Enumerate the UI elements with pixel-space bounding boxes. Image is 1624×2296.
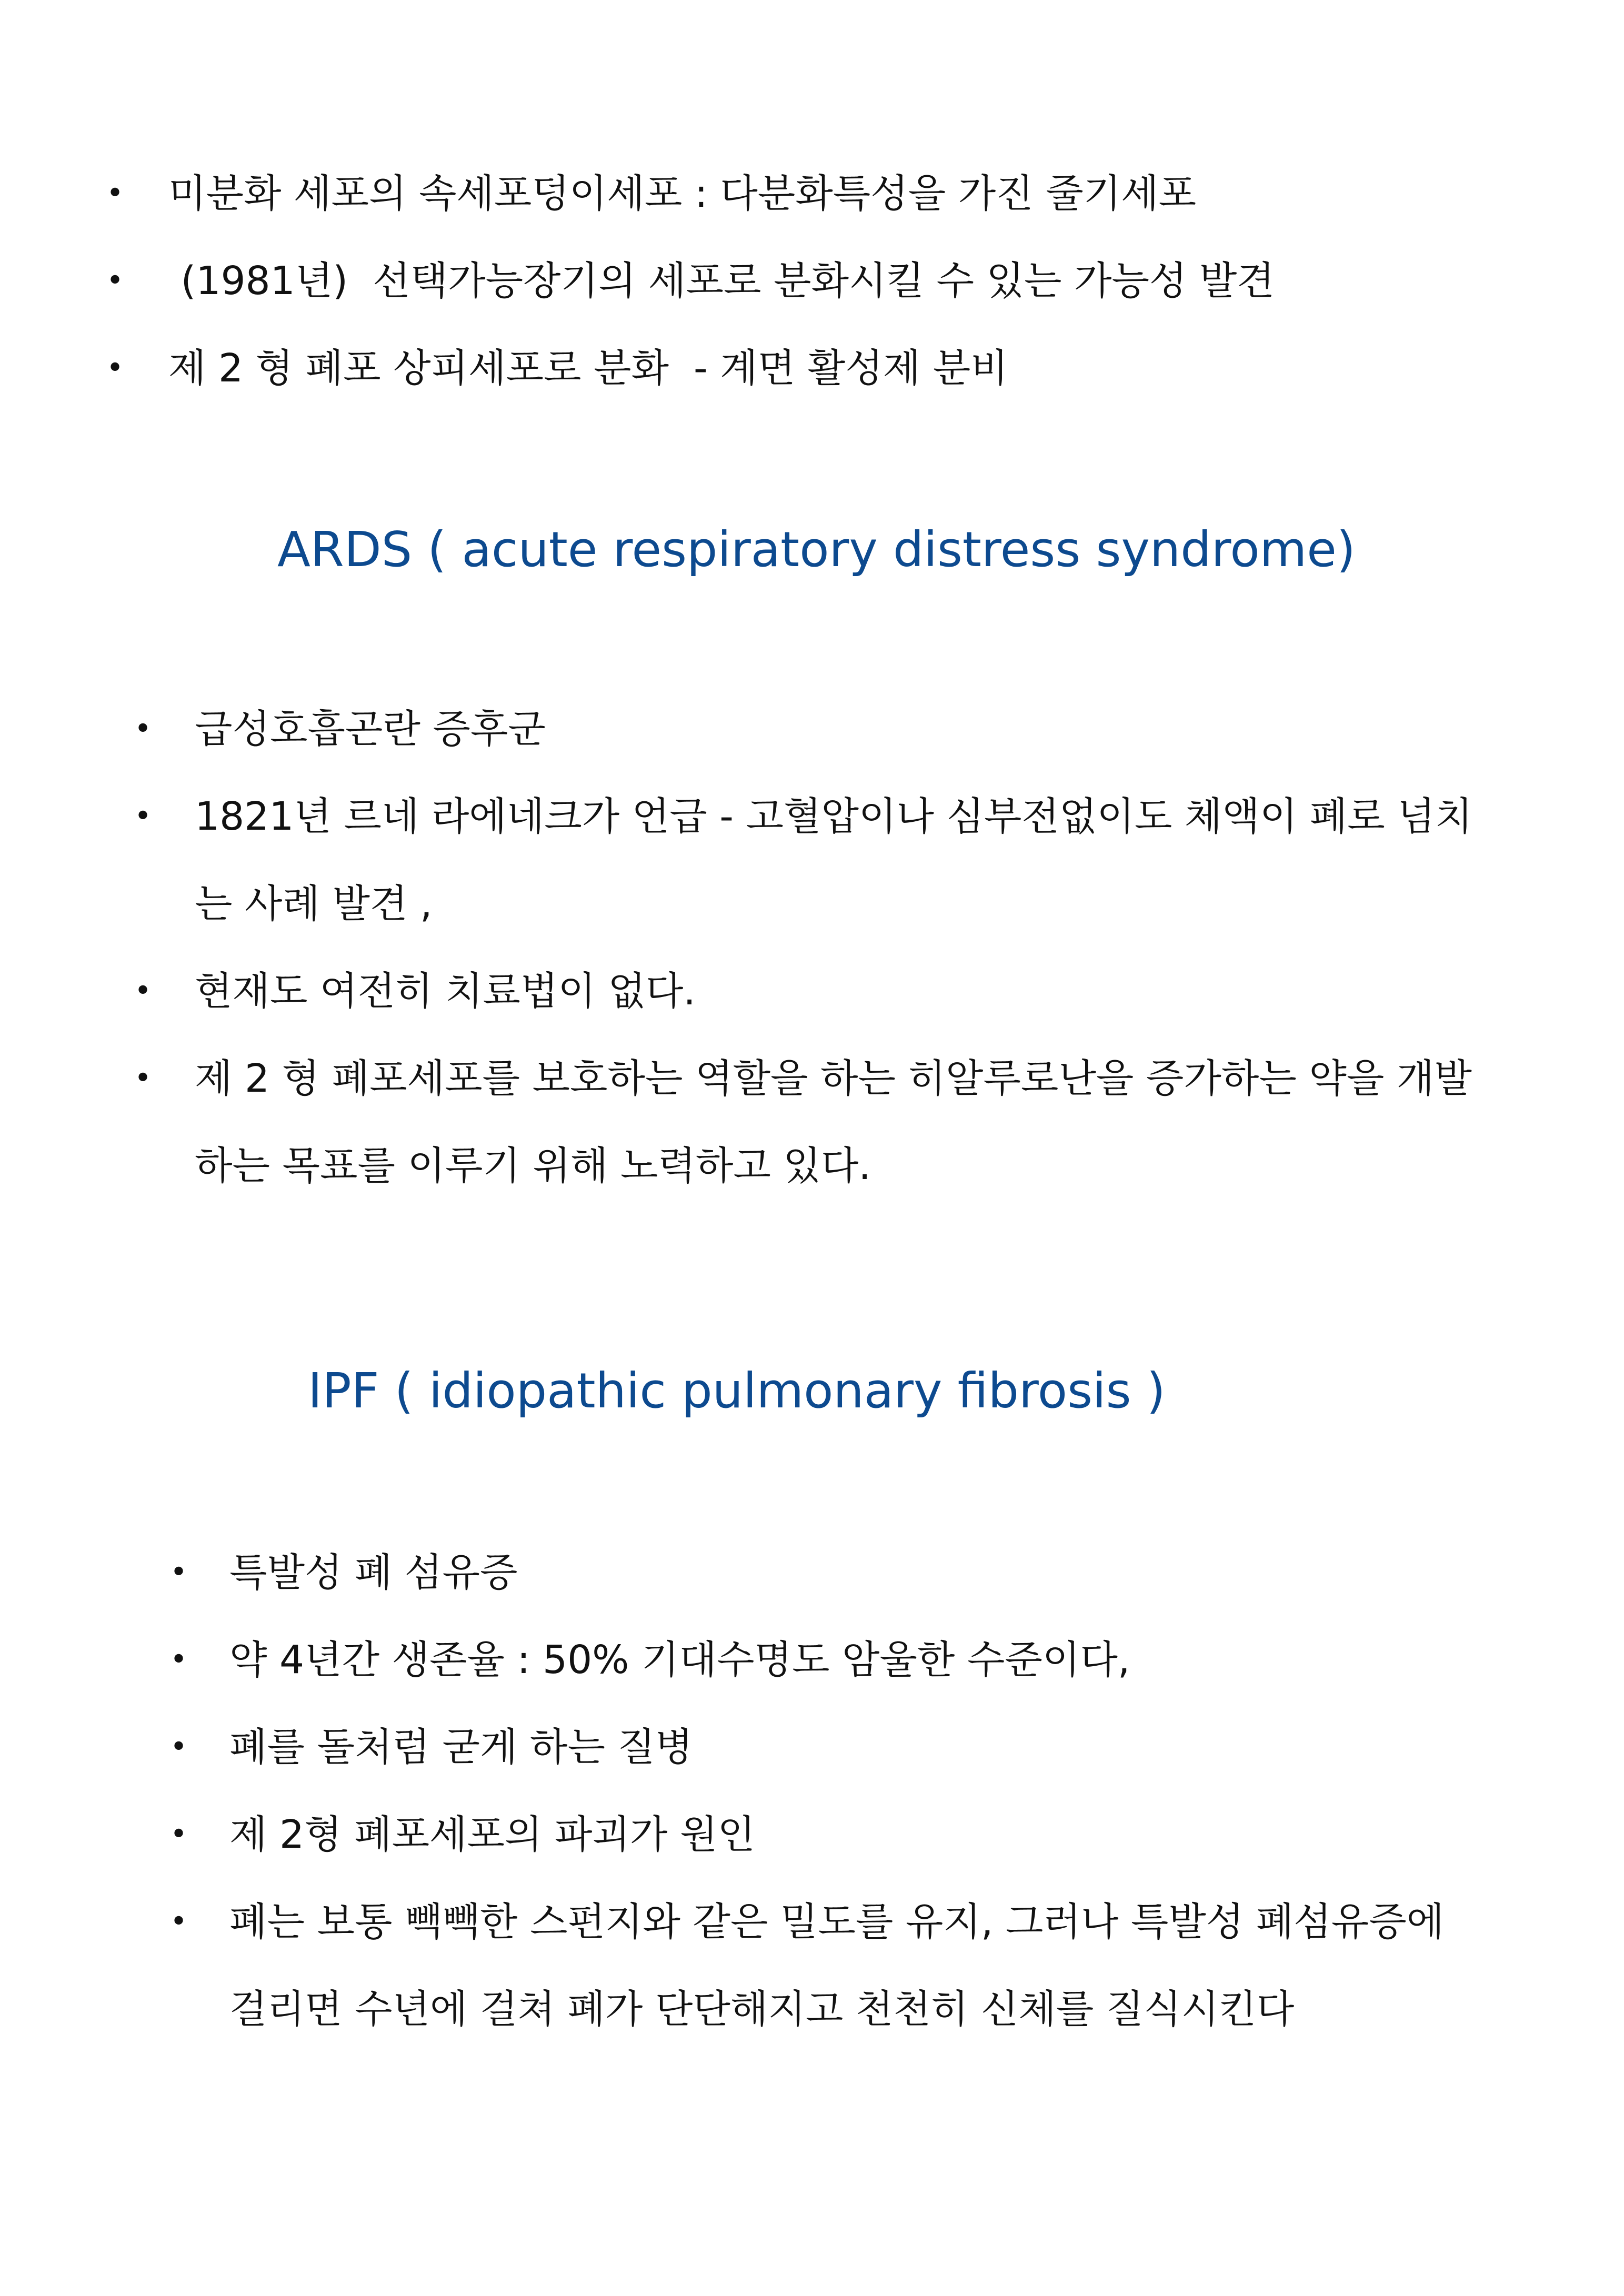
list-item — [0, 686, 1479, 773]
bullet-dot-icon: • — [106, 176, 124, 210]
list-item — [0, 150, 1484, 237]
bullet-dot-icon: • — [134, 974, 152, 1008]
bullet-text: 제 2 형 폐포 상피세포로 분화 - 계면 활성제 분비 — [168, 346, 1008, 391]
intro-bullet-list — [0, 150, 1624, 412]
ipf-bullet-list — [0, 1529, 1624, 2053]
bullet-text: 약 4년간 생존율 : 50% 기대수명도 암울한 수준이다, — [229, 1637, 1130, 1683]
list-item — [0, 1616, 1482, 1704]
bullet-dot-icon: • — [134, 799, 152, 833]
bullet-dot-icon: • — [170, 1905, 188, 1939]
bullet-text: 미분화 세포의 속세포덩이세포 : 다분화특성을 가진 줄기세포 — [168, 171, 1197, 216]
bullet-dot-icon: • — [170, 1555, 188, 1589]
bullet-dot-icon: • — [106, 351, 124, 385]
intro-section — [0, 150, 1624, 412]
list-item — [0, 1529, 1482, 1616]
bullet-text: 현재도 여전히 치료법이 없다. — [195, 969, 696, 1014]
ards-heading: ARDS ( acute respiratory distress syndrome) — [277, 521, 1356, 578]
ards-bullet-list — [0, 686, 1624, 1210]
bullet-text: 급성호흡곤란 증후군 — [195, 707, 546, 752]
ards-section — [0, 686, 1624, 1210]
bullet-dot-icon: • — [134, 1061, 152, 1095]
list-item — [0, 948, 1479, 1035]
ipf-section — [0, 1529, 1624, 2053]
bullet-dot-icon: • — [170, 1817, 188, 1851]
ipf-heading: IPF ( idiopathic pulmonary fibrosis ) — [308, 1363, 1166, 1419]
list-item — [0, 773, 1479, 948]
bullet-text: 1821년 르네 라에네크가 언급 - 고혈압이나 심부전없이도 체액이 폐로 넘치는 사례 발견 , — [195, 794, 1473, 927]
bullet-text: 제 2형 폐포세포의 파괴가 원인 — [229, 1812, 755, 1857]
list-item — [0, 1791, 1482, 1878]
list-item — [0, 325, 1484, 412]
bullet-text: (1981년) 선택가능장기의 세포로 분화시킬 수 있는 가능성 발견 — [168, 258, 1275, 304]
list-item — [0, 1878, 1482, 2053]
bullet-dot-icon: • — [106, 264, 124, 298]
list-item — [0, 237, 1484, 325]
bullet-text: 특발성 폐 섬유증 — [229, 1550, 518, 1595]
bullet-text: 폐는 보통 빽빽한 스펀지와 같은 밀도를 유지, 그러나 특발성 폐섬유증에 걸리면 수년에 걸쳐 폐가 단단해지고 천천히 신체를 질식시킨다 — [229, 1899, 1445, 2032]
bullet-dot-icon: • — [170, 1730, 188, 1764]
bullet-text: 폐를 돌처럼 굳게 하는 질병 — [229, 1725, 693, 1770]
list-item — [0, 1035, 1479, 1210]
list-item — [0, 1704, 1482, 1791]
bullet-dot-icon: • — [170, 1643, 188, 1677]
bullet-dot-icon: • — [134, 712, 152, 746]
bullet-text: 제 2 형 폐포세포를 보호하는 역할을 하는 히알루로난을 증가하는 약을 개발하는 목표를 이루기 위해 노력하고 있다. — [195, 1056, 1472, 1189]
